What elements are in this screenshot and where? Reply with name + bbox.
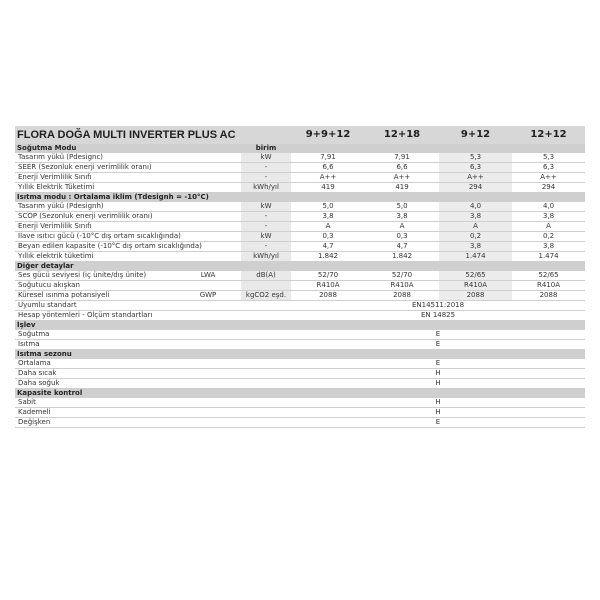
table-row <box>15 271 585 281</box>
section-title: Kapasite kontrol <box>15 389 585 399</box>
cell-value: 4,0 <box>439 202 512 212</box>
table-row <box>15 222 585 232</box>
row-label: İlave ısıtıcı gücü (-10°C dış ortam sıcaklığında) <box>15 232 241 242</box>
row-label: SCOP (Sezonluk enerji verimlilik oranı) <box>15 212 241 222</box>
section-header-control <box>15 389 585 399</box>
cell-value: 1.474 <box>512 252 585 262</box>
cell-value: 4,7 <box>365 242 439 252</box>
table-row <box>15 398 585 408</box>
cell-value: 6,3 <box>512 163 585 173</box>
row-unit: - <box>241 222 291 232</box>
cell-value: R410A <box>291 281 365 291</box>
cell-value: EN14511:2018 <box>291 301 585 311</box>
cell-value: 3,8 <box>439 212 512 222</box>
cell-value: 1.842 <box>365 252 439 262</box>
row-label: Isıtma <box>15 340 291 350</box>
table-row <box>15 183 585 193</box>
row-label: Değişken <box>15 418 291 428</box>
table-row <box>15 408 585 418</box>
cell-value: A <box>365 222 439 232</box>
row-unit: kW <box>241 202 291 212</box>
row-label: Hesap yöntemleri - Ölçüm standartları <box>15 311 291 321</box>
cell-value: 294 <box>512 183 585 193</box>
row-symbol: LWA <box>175 271 241 281</box>
row-label: Enerji Verimlilik Sınıfı <box>15 222 241 232</box>
cell-value: 3,8 <box>365 212 439 222</box>
row-label: Ortalama <box>15 359 291 369</box>
cell-value: E <box>291 418 585 428</box>
section-title: Soğutma Modu <box>15 144 241 153</box>
cell-value: 2088 <box>365 291 439 301</box>
cell-value: A++ <box>291 173 365 183</box>
cell-value: 5,3 <box>439 153 512 163</box>
table-row <box>15 202 585 212</box>
section-title: Diğer detaylar <box>15 262 585 272</box>
cell-value: 7,91 <box>291 153 365 163</box>
row-unit: - <box>241 212 291 222</box>
cell-value: 0,3 <box>291 232 365 242</box>
row-unit: kWh/yıl <box>241 183 291 193</box>
cell-value: 3,8 <box>439 242 512 252</box>
cell-value: 3,8 <box>291 212 365 222</box>
section-header-cooling <box>15 144 585 153</box>
section-header-other <box>15 262 585 272</box>
table-title: FLORA DOĞA MULTI INVERTER PLUS AC <box>15 126 291 144</box>
row-label: Soğutma <box>15 330 291 340</box>
cell-value: 52/70 <box>365 271 439 281</box>
model-header: 12+12 <box>512 126 585 144</box>
row-label: Ses gücü seviyesi (iç ünite/dış ünite) <box>15 271 175 281</box>
section-header-heating <box>15 193 585 203</box>
cell-value: 7,91 <box>365 153 439 163</box>
model-header: 9+12 <box>439 126 512 144</box>
cell-value: 4,0 <box>512 202 585 212</box>
row-unit: kWh/yıl <box>241 252 291 262</box>
table-row <box>15 163 585 173</box>
row-unit: - <box>241 163 291 173</box>
cell-value: 2088 <box>439 291 512 301</box>
row-symbol: GWP <box>175 291 241 301</box>
cell-value: E <box>291 330 585 340</box>
row-unit: - <box>241 242 291 252</box>
section-title: İşlev <box>15 321 585 331</box>
cell-value: 5,0 <box>291 202 365 212</box>
cell-value: 52/65 <box>439 271 512 281</box>
cell-value: A++ <box>439 173 512 183</box>
unit-header: birim <box>241 144 291 153</box>
row-unit: kW <box>241 153 291 163</box>
table-row <box>15 359 585 369</box>
cell-value: 0,2 <box>512 232 585 242</box>
cell-value: 1.474 <box>439 252 512 262</box>
table-row <box>15 232 585 242</box>
row-label: Daha sıcak <box>15 369 291 379</box>
cell-value: H <box>291 398 585 408</box>
row-label: Soğutucu akışkan <box>15 281 241 291</box>
section-title: Isıtma modu : Ortalama iklim (Tdesignh = -10°C) <box>15 193 585 203</box>
table-row <box>15 252 585 262</box>
row-label: Kademeli <box>15 408 291 418</box>
section-title: Isıtma sezonu <box>15 350 585 360</box>
row-label: Enerji Verimlilik Sınıfı <box>15 173 241 183</box>
cell-value: 419 <box>291 183 365 193</box>
row-label: Yıllık Elektrik Tüketimi <box>15 183 241 193</box>
table-row <box>15 291 585 301</box>
cell-value: 52/70 <box>291 271 365 281</box>
cell-value: EN 14825 <box>291 311 585 321</box>
table-row <box>15 173 585 183</box>
cell-value: 419 <box>365 183 439 193</box>
row-label: SEER (Sezonluk enerji verimlilik oranı) <box>15 163 241 173</box>
cell-value: R410A <box>512 281 585 291</box>
cell-value: 6,6 <box>365 163 439 173</box>
spec-table <box>15 126 585 428</box>
cell-value: 0,3 <box>365 232 439 242</box>
spec-sheet <box>15 126 585 428</box>
table-row <box>15 212 585 222</box>
cell-value: H <box>291 369 585 379</box>
table-row <box>15 369 585 379</box>
cell-value: R410A <box>365 281 439 291</box>
table-row <box>15 418 585 428</box>
cell-value: 52/65 <box>512 271 585 281</box>
section-header-function <box>15 321 585 331</box>
row-unit: - <box>241 173 291 183</box>
table-row <box>15 379 585 389</box>
row-label: Uyumlu standart <box>15 301 291 311</box>
cell-value: 3,8 <box>512 212 585 222</box>
cell-value: A <box>512 222 585 232</box>
table-row <box>15 311 585 321</box>
table-row <box>15 330 585 340</box>
table-row <box>15 281 585 291</box>
cell-value: E <box>291 359 585 369</box>
row-unit: dB(A) <box>241 271 291 281</box>
row-unit: kW <box>241 232 291 242</box>
cell-value: 0,2 <box>439 232 512 242</box>
cell-value: H <box>291 408 585 418</box>
row-label: Tasarım yükü (Pdesignc) <box>15 153 241 163</box>
cell-value: 4,7 <box>291 242 365 252</box>
cell-value: 5,3 <box>512 153 585 163</box>
table-row <box>15 301 585 311</box>
cell-value: A++ <box>512 173 585 183</box>
cell-value: H <box>291 379 585 389</box>
row-label: Küresel ısınma potansiyeli <box>15 291 175 301</box>
cell-value: R410A <box>439 281 512 291</box>
cell-value: 3,8 <box>512 242 585 252</box>
row-label: Daha soğuk <box>15 379 291 389</box>
section-header-season <box>15 350 585 360</box>
table-row <box>15 153 585 163</box>
row-label: Yıllık elektrik tüketimi <box>15 252 241 262</box>
cell-value: 294 <box>439 183 512 193</box>
row-label: Beyan edilen kapasite (-10°C dış ortam sıcaklığında) <box>15 242 241 252</box>
table-row <box>15 340 585 350</box>
model-header: 9+9+12 <box>291 126 365 144</box>
row-unit: kgCO2 eşd. <box>241 291 291 301</box>
cell-value: 6,6 <box>291 163 365 173</box>
table-row <box>15 242 585 252</box>
model-header: 12+18 <box>365 126 439 144</box>
cell-value: 2088 <box>291 291 365 301</box>
cell-value: A <box>291 222 365 232</box>
cell-value: 2088 <box>512 291 585 301</box>
title-row <box>15 126 585 144</box>
cell-value: 5,0 <box>365 202 439 212</box>
row-label: Tasarım yükü (Pdesignh) <box>15 202 241 212</box>
cell-value: E <box>291 340 585 350</box>
cell-value: A <box>439 222 512 232</box>
cell-value: 6,3 <box>439 163 512 173</box>
row-label: Sabit <box>15 398 291 408</box>
cell-value: A++ <box>365 173 439 183</box>
cell-value: 1.842 <box>291 252 365 262</box>
